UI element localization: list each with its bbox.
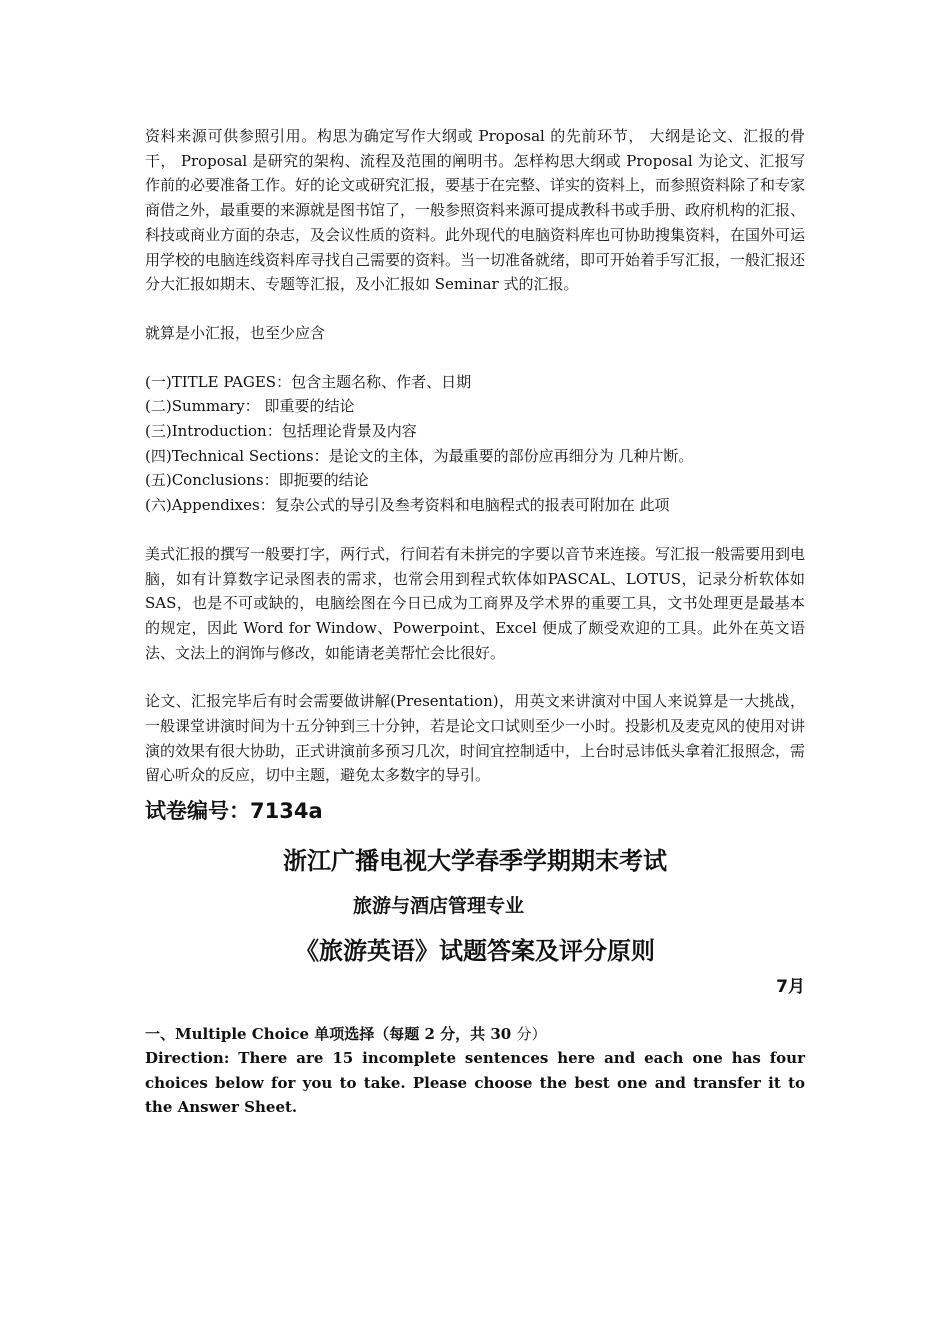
section-heading [145,1022,805,1046]
exam-title: 《旅游英语》试题答案及评分原则 [295,937,655,966]
major-title: 旅游与酒店管理专业 [353,895,525,918]
exam-date: 7月 [776,977,805,998]
university-title: 浙江广播电视大学春季学期期末考试 [283,847,667,876]
exam-number: 试卷编号：7134a [145,799,323,824]
list-item: (五)Conclusions：即扼要的结论 [145,471,369,490]
section-heading-main: 一、Multiple Choice 单项选择（每题 2 分，共 30 [145,1025,517,1044]
document-page [145,124,805,1120]
intro-paragraph-3: 美式汇报的撰写一般要打字，两行式，行间若有未拼完的字要以音节来连接。写汇报一般需要用到电脑，如有计算数字记录图表的需求，也常会用到程式软体如PASCAL、LOTUS，记录分析软体如 SAS，也是不可或缺的，电脑绘图在今日已成为工商界及学术界的重要工具，文书处理更是最基本的规定，因此 Word for Window、Powerpoint、Excel 便成了颇受欢迎的工具。此外在英文语法、文法上的润饰与修改，如能请老美帮忙会比很好。 [145,544,806,662]
spacer [145,297,805,321]
list-item: (四)Technical Sections：是论文的主体，为最重要的部份应再细分为 几种片断。 [145,446,694,465]
list-item: (二)Summary： 即重要的结论 [145,397,355,416]
list-item: (三)Introduction：包括理论背景及内容 [145,422,417,441]
report-structure-list [145,370,805,518]
spacer [145,665,805,689]
section-direction: Direction: There are 15 incomplete sentences here and each one has four choices below for you to take. Please choose the best one and transfer it to the Answer Sheet. [145,1049,805,1117]
intro-paragraph-2: 就算是小汇报，也至少应含 [145,323,326,342]
spacer [145,346,805,370]
spacer [145,518,805,542]
intro-paragraph-4: 论文、汇报完毕后有时会需要做讲解(Presentation)，用英文来讲演对中国人来说算是一大挑战，一般课堂讲演时间为十五分钟到三十分钟，若是论文口试则至少一小时。投影机及麦克风的使用对讲演的效果有很大协助，正式讲演前多预习几次，时间宜控制适中，上台时忌讳低头拿着汇报照念，需留心听众的反应，切中主题，避免太多数字的导引。 [145,692,806,785]
intro-paragraph-1: 资料来源可供参照引用。构思为确定写作大纲或 Proposal 的先前环节， 大纲是论文、汇报的骨干， Proposal 是研究的架构、流程及范围的阐明书。怎样构思大纲或 Proposal 为论文、汇报写作前的必要准备工作。好的论文或研究汇报，要基于在完整、详实的资料上，而参照资料除了和专家商借之外，最重要的来源就是图书馆了，一般参照资料来源可提成教科书或手册、政府机构的汇报、科技或商业方面的杂志，及会议性质的资料。此外现代的电脑资料库也可协助搜集资料，在国外可运用学校的电脑连线资料库寻找自己需要的资料。当一切准备就绪，即可开始着手写汇报，一般汇报还分大汇报如期末、专题等汇报，及小汇报如 Seminar 式的汇报。 [145,127,806,294]
section-heading-suffix: 分） [516,1025,547,1044]
list-item: (六)Appendixes：复杂公式的导引及叁考资料和电脑程式的报表可附加在 此项 [145,496,670,515]
list-item: (一)TITLE PAGES：包含主题名称、作者、日期 [145,372,472,391]
